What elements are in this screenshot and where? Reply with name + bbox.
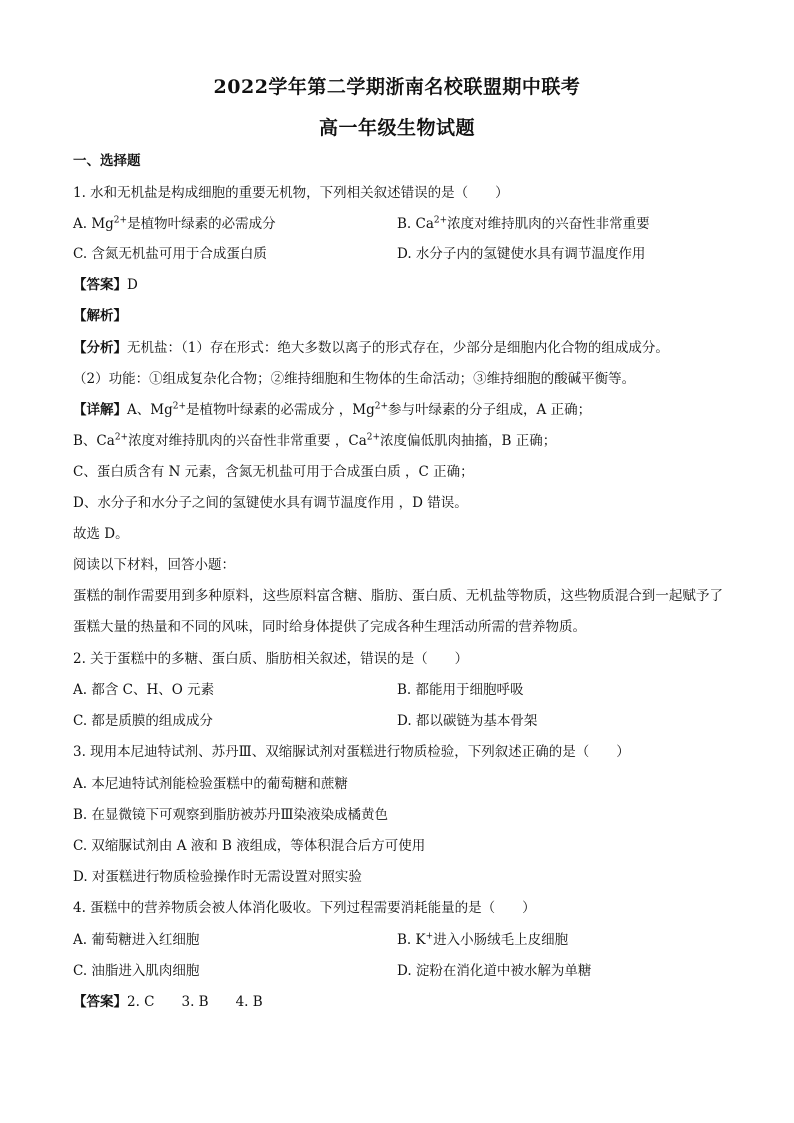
q1-option-c: C. 含氮无机盐可用于合成蛋白质 xyxy=(73,246,267,262)
q1-analysis-tag: 【解析】 xyxy=(73,308,127,324)
q4-option-c: C. 油脂进入肌肉细胞 xyxy=(73,963,200,979)
q4-option-a: A. 葡萄糖进入红细胞 xyxy=(73,932,200,948)
group-answers: 【答案】2. C 3. B 4. B xyxy=(73,994,263,1010)
q1-detail-d: D、水分子和水分子之间的氢键使水具有调节温度作用 ，D 错误。 xyxy=(73,495,468,511)
q1-fenxi-2: （2）功能：①组成复杂化合物；②维持细胞和生物体的生命活动；③维持细胞的酸碱平衡等。 xyxy=(73,371,636,387)
q1-stem: 1. 水和无机盐是构成细胞的重要无机物，下列相关叙述错误的是（ ） xyxy=(73,185,509,201)
q1-conclusion: 故选 D。 xyxy=(73,526,129,542)
exam-title: 2022学年第二学期浙南名校联盟期中联考 xyxy=(213,76,581,98)
q2-stem: 2. 关于蛋糕中的多糖、蛋白质、脂肪相关叙述，错误的是（ ） xyxy=(73,651,469,667)
q2-option-d: D. 都以碳链为基本骨架 xyxy=(397,713,538,729)
q4-option-b: B. K+进入小肠绒毛上皮细胞 xyxy=(397,931,569,948)
q1-detail-b: B、$Ca^{2+}$浓度对维持肌肉的兴奋性非常重要 ，$Ca^{2+}$浓度偏低肌肉抽搐，B 正确； xyxy=(73,432,557,449)
q2-option-b: B. 都能用于细胞呼吸 xyxy=(397,682,524,698)
q3-option-a: A. 本尼迪特试剂能检验蛋糕中的葡萄糖和蔗糖 xyxy=(73,776,348,792)
q2-option-a: A. 都含 C、H、O 元素 xyxy=(73,682,215,698)
q1-option-a: A. $Mg^{2+}$是植物叶绿素的必需成分 xyxy=(73,215,276,232)
q1-option-d: D. 水分子内的氢键使水具有调节温度作用 xyxy=(397,246,646,262)
q1-detail-c: C、蛋白质含有 N 元素，含氮无机盐可用于合成蛋白质 ，C 正确； xyxy=(73,464,474,480)
section-heading: 一、选择题 xyxy=(73,153,141,169)
passage-text: 蛋糕的制作需要用到多种原料，这些原料富含糖、脂肪、蛋白质、无机盐等物质，这些物质混合到一起赋予了蛋糕大量的热量和不同的风味，同时给身体提供了完成各种生理活动所需的营养物质。 xyxy=(73,588,723,635)
exam-subtitle: 高一年级生物试题 xyxy=(318,117,475,139)
q1-option-b: B. $Ca^{2+}$浓度对维持肌肉的兴奋性非常重要 xyxy=(397,215,650,232)
q1-answer: 【答案】D xyxy=(73,277,138,293)
q2-option-c: C. 都是质膜的组成成分 xyxy=(73,713,213,729)
q1-fenxi: 【分析】无机盐：（1）存在形式：绝大多数以离子的形式存在，少部分是细胞内化合物的组成成分。 xyxy=(73,340,669,356)
q1-detail-a: 【详解】A、$Mg^{2+}$是植物叶绿素的必需成分 ，$Mg^{2+}$参与叶绿素的分子组成，A 正确； xyxy=(73,401,592,418)
q4-option-d: D. 淀粉在消化道中被水解为单糖 xyxy=(397,963,592,979)
q3-option-c: C. 双缩脲试剂由 A 液和 B 液组成，等体积混合后方可使用 xyxy=(73,838,426,854)
q3-option-d: D. 对蛋糕进行物质检验操作时无需设置对照实验 xyxy=(73,869,362,885)
q3-option-b: B. 在显微镜下可观察到脂肪被苏丹Ⅲ染液染成橘黄色 xyxy=(73,807,389,823)
q3-stem: 3. 现用本尼迪特试剂、苏丹Ⅲ、双缩脲试剂对蛋糕进行物质检验，下列叙述正确的是（ ） xyxy=(73,744,630,760)
q4-stem: 4. 蛋糕中的营养物质会被人体消化吸收。下列过程需要消耗能量的是（ ） xyxy=(73,900,536,916)
passage-intro: 阅读以下材料，回答小题： xyxy=(73,557,235,573)
